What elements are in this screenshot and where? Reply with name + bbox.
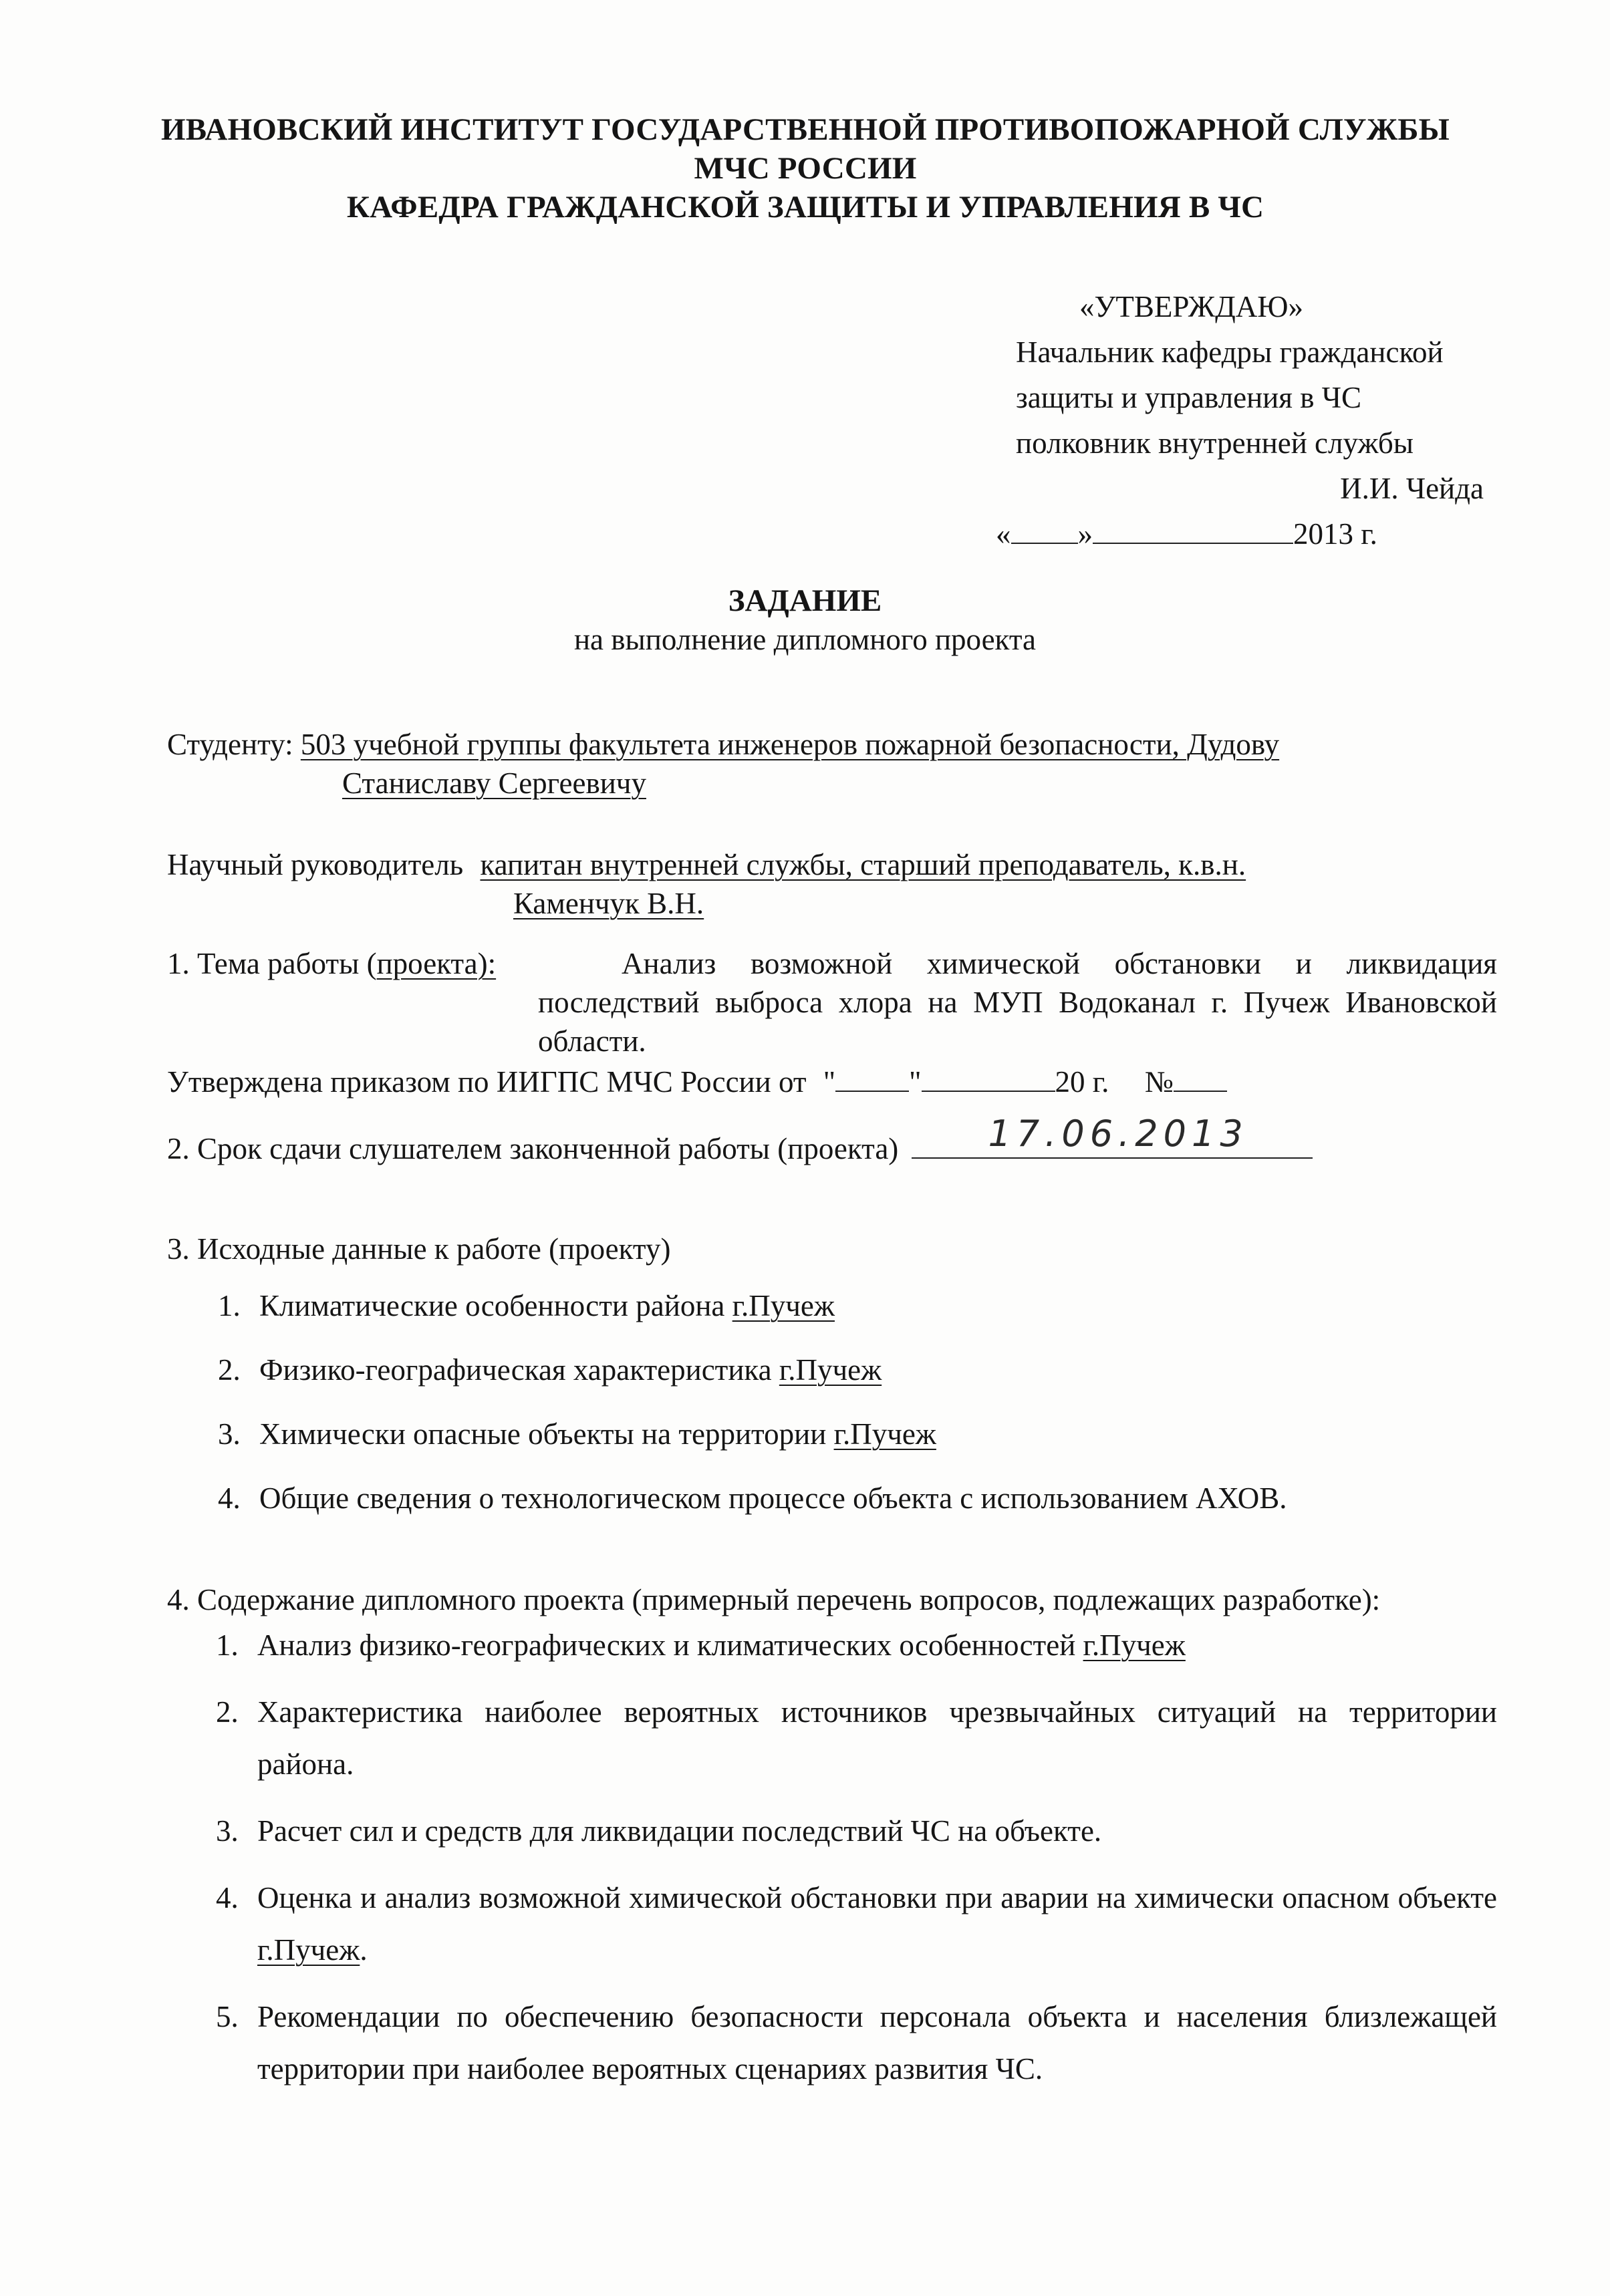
ministry-name: МЧС РОССИИ [694, 151, 917, 186]
source-data-list [218, 1286, 1502, 1543]
student-line2 [342, 764, 646, 803]
task-subheading: на выполнение дипломного проекта [573, 623, 1037, 656]
date-quote-open: « [996, 517, 1011, 551]
item-text: Анализ физико-географических и климатических особенностей [257, 1628, 1083, 1662]
order-quote-close: " [909, 1065, 922, 1099]
source-data-item [218, 1479, 1502, 1543]
student-line1 [167, 725, 1279, 764]
date-day-blank [1011, 516, 1078, 544]
content-heading: 4. Содержание дипломного проекта (примерный перечень вопросов, подлежащих разработке): [167, 1583, 1381, 1616]
deadline-date-field [912, 1113, 1313, 1159]
approval-block [996, 284, 1484, 557]
order-year: 20 г. [1055, 1065, 1109, 1099]
item-number: 2. [216, 1695, 239, 1729]
content-item [216, 1805, 1497, 1857]
item-number: 4. [218, 1481, 241, 1515]
student-group-name: 503 учебной группы факультета инженеров пожарной безопасности, Дудову [300, 728, 1280, 761]
topic-label-prefix: 1. Тема работы ( [167, 947, 377, 980]
supervisor-label: Научный руководитель [167, 848, 464, 881]
item-text: Климатические особенности района [259, 1289, 732, 1322]
order-quote-open: " [823, 1065, 836, 1099]
item-number: 1. [218, 1289, 241, 1322]
item-text: Химически опасные объекты на территории [259, 1417, 834, 1451]
order-text: Утверждена приказом по ИИГПС МЧС России от [167, 1065, 807, 1099]
item-text: Общие сведения о технологическом процессе объекта с использованием АХОВ. [259, 1481, 1287, 1515]
approval-position-line1: Начальник кафедры гражданской [1016, 335, 1444, 369]
supervisor-line2 [513, 884, 704, 923]
item-number: 3. [216, 1814, 239, 1848]
order-number-sign: № [1144, 1065, 1174, 1099]
item-number: 4. [216, 1881, 239, 1914]
content-item [216, 1619, 1497, 1671]
approval-title: «УТВЕРЖДАЮ» [1079, 290, 1304, 323]
topic-label-underlined: проекта): [376, 947, 497, 980]
date-quote-close: » [1077, 517, 1093, 551]
order-line [167, 1062, 1227, 1101]
task-title [0, 581, 1610, 659]
task-heading: ЗАДАНИЕ [728, 583, 882, 618]
content-item [216, 1686, 1497, 1790]
item-text: Физико-географическая характеристика [259, 1353, 779, 1387]
item-place: г.Пучеж [257, 1933, 360, 1967]
deadline-handwritten-date: 17.06.2013 [988, 1113, 1248, 1155]
date-month-blank [1093, 516, 1293, 544]
source-data-item [218, 1286, 1502, 1350]
content-item [216, 1991, 1497, 2095]
supervisor-line1 [167, 845, 1246, 884]
item-place: г.Пучеж [1083, 1628, 1186, 1662]
topic-label [167, 944, 496, 983]
department-name: КАФЕДРА ГРАЖДАНСКОЙ ЗАЩИТЫ И УПРАВЛЕНИЯ В ЧС [346, 190, 1264, 225]
item-text: Рекомендации по обеспечению безопасности персонала объекта и населения близлежащей территории при наиболее вероятных сценариях развития ЧС. [257, 2000, 1497, 2086]
source-data-heading: 3. Исходные данные к работе (проекту) [167, 1232, 671, 1266]
item-number: 1. [216, 1628, 239, 1662]
source-data-item [218, 1415, 1502, 1479]
source-data-item [218, 1350, 1502, 1415]
item-tail: . [360, 1933, 368, 1967]
item-text: Оценка и анализ возможной химической обстановки при аварии на химически опасном объекте [257, 1881, 1497, 1914]
institute-name: ИВАНОВСКИЙ ИНСТИТУТ ГОСУДАРСТВЕННОЙ ПРОТИВОПОЖАРНОЙ СЛУЖБЫ [160, 112, 1450, 147]
item-text: Расчет сил и средств для ликвидации последствий ЧС на объекте. [257, 1814, 1102, 1848]
order-month-blank [922, 1064, 1055, 1092]
deadline-line [167, 1113, 1313, 1168]
item-place: г.Пучеж [779, 1353, 882, 1387]
topic-text: Анализ возможной химической обстановки и ликвидация последствий выброса хлора на МУП Водоканал г. Пучеж Ивановской области. [538, 947, 1497, 1058]
item-number: 3. [218, 1417, 241, 1451]
item-number: 5. [216, 2000, 239, 2033]
deadline-label: 2. Срок сдачи слушателем законченной работы (проекта) [167, 1132, 899, 1165]
supervisor-name: Каменчук В.Н. [513, 887, 704, 920]
document-header [100, 110, 1510, 227]
approval-rank: полковник внутренней службы [1016, 426, 1414, 460]
item-number: 2. [218, 1353, 241, 1387]
date-year: 2013 г. [1293, 517, 1377, 551]
student-fullname: Станиславу Сергеевичу [342, 766, 646, 800]
content-item [216, 1872, 1497, 1976]
order-number-blank [1174, 1064, 1227, 1092]
supervisor-position: капитан внутренней службы, старший преподаватель, к.в.н. [480, 848, 1246, 881]
item-text: Характеристика наиболее вероятных источников чрезвычайных ситуаций на территории района. [257, 1695, 1497, 1781]
approval-date-line [996, 511, 1484, 557]
student-label: Студенту: [167, 728, 293, 761]
approval-signatory-name: И.И. Чейда [1340, 472, 1484, 505]
item-place: г.Пучеж [833, 1417, 936, 1451]
approval-position-line2: защиты и управления в ЧС [1016, 381, 1361, 414]
order-day-blank [835, 1064, 909, 1092]
item-place: г.Пучеж [732, 1289, 835, 1322]
content-list [216, 1619, 1497, 2110]
